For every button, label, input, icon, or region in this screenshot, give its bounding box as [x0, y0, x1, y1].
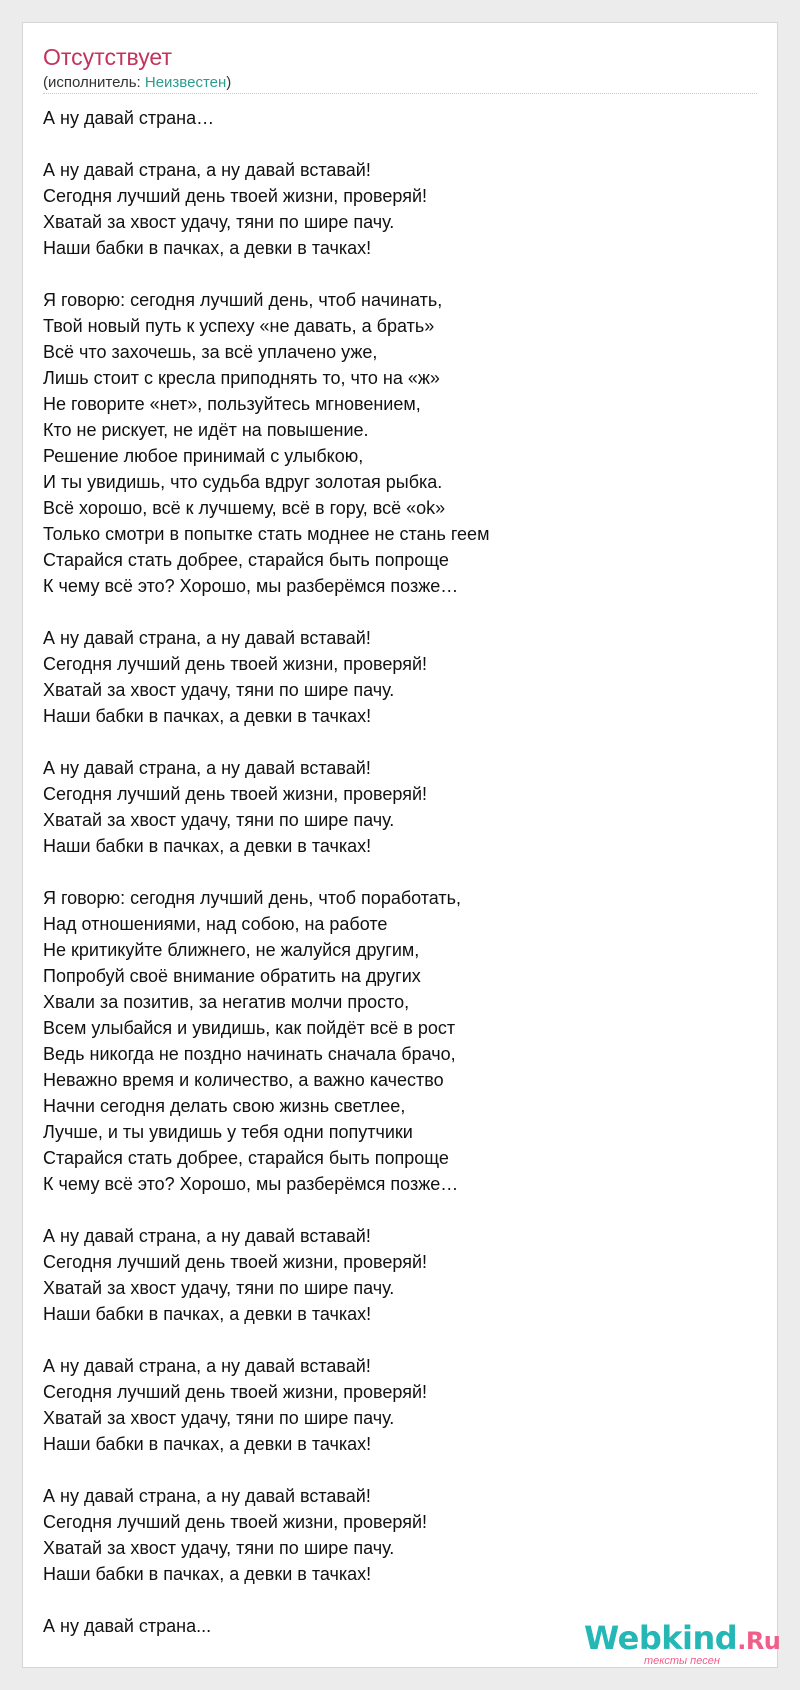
logo-suffix: .Ru	[737, 1627, 781, 1655]
lyrics-card	[22, 22, 781, 1668]
artist-suffix: )	[226, 74, 232, 91]
logo-brand: Webkind	[584, 1619, 738, 1657]
artist-line	[43, 73, 231, 93]
artist-prefix: (исполнитель:	[43, 74, 145, 91]
webkind-logo	[584, 1618, 784, 1678]
title-divider	[43, 93, 757, 94]
song-title: Отсутствует	[43, 44, 172, 70]
logo-tagline: тексты песен	[644, 1655, 720, 1667]
lyrics-text: А ну давай страна… А ну давай страна, а ну давай вставай! Сегодня лучший день твоей жизни, проверяй! Хватай за хвост удачу, тяни по шире пачу. Наши бабки в пачках, а девки в тачках! Я говорю: сегодня лучший день, чтоб начинать, Твой новый путь к успеху «не давать, а брать» Всё что захочешь, за всё уплачено уже, Лишь стоит с кресла приподнять то, что на «ж» Не говорите «нет», пользуйтесь мгновением, Кто не рискует, не идёт на повышение. Решение любое принимай с улыбкою, И ты увидишь, что судьба вдруг золотая рыбка. Всё хорошо, всё к лучшему, всё в гору, всё «ok» Только смотри в попытке стать моднее не стань геем Старайся стать добрее, старайся быть попроще К чему всё это? Хорошо, мы разберёмся позже… А ну давай страна, а ну давай вставай! Сегодня лучший день твоей жизни, проверяй! Хватай за хвост удачу, тяни по шире пачу. Наши бабки в пачках, а девки в тачках! А ну давай страна, а ну давай вставай! Сегодня лучший день твоей жизни, проверяй! Хватай за хвост удачу, тяни по шире пачу. Наши бабки в пачках, а девки в тачках! Я говорю: сегодня лучший день, чтоб поработать, Над отношениями, над собою, на работе Не критикуйте ближнего, не жалуйся другим, Попробуй своё внимание обратить на других Хвали за позитив, за негатив молчи просто, Всем улыбайся и увидишь, как пойдёт всё в рост Ведь никогда не поздно начинать сначала брачо, Неважно время и количество, а важно качество Начни сегодня делать свою жизнь светлее, Лучше, и ты увидишь у тебя одни попутчики Старайся стать добрее, старайся быть попроще К чему всё это? Хорошо, мы разберёмся позже… А ну давай страна, а ну давай вставай! Сегодня лучший день твоей жизни, проверяй! Хватай за хвост удачу, тяни по шире пачу. Наши бабки в пачках, а девки в тачках! А ну давай страна, а ну давай вставай! Сегодня лучший день твоей жизни, проверяй! Хватай за хвост удачу, тяни по шире пачу. Наши бабки в пачках, а девки в тачках! А ну давай страна, а ну давай вставай! Сегодня лучший день твоей жизни, проверяй! Хватай за хвост удачу, тяни по шире пачу. Наши бабки в пачках, а девки в тачках! А ну давай страна...	[43, 108, 490, 1636]
artist-link[interactable]: Неизвестен	[144, 74, 227, 91]
